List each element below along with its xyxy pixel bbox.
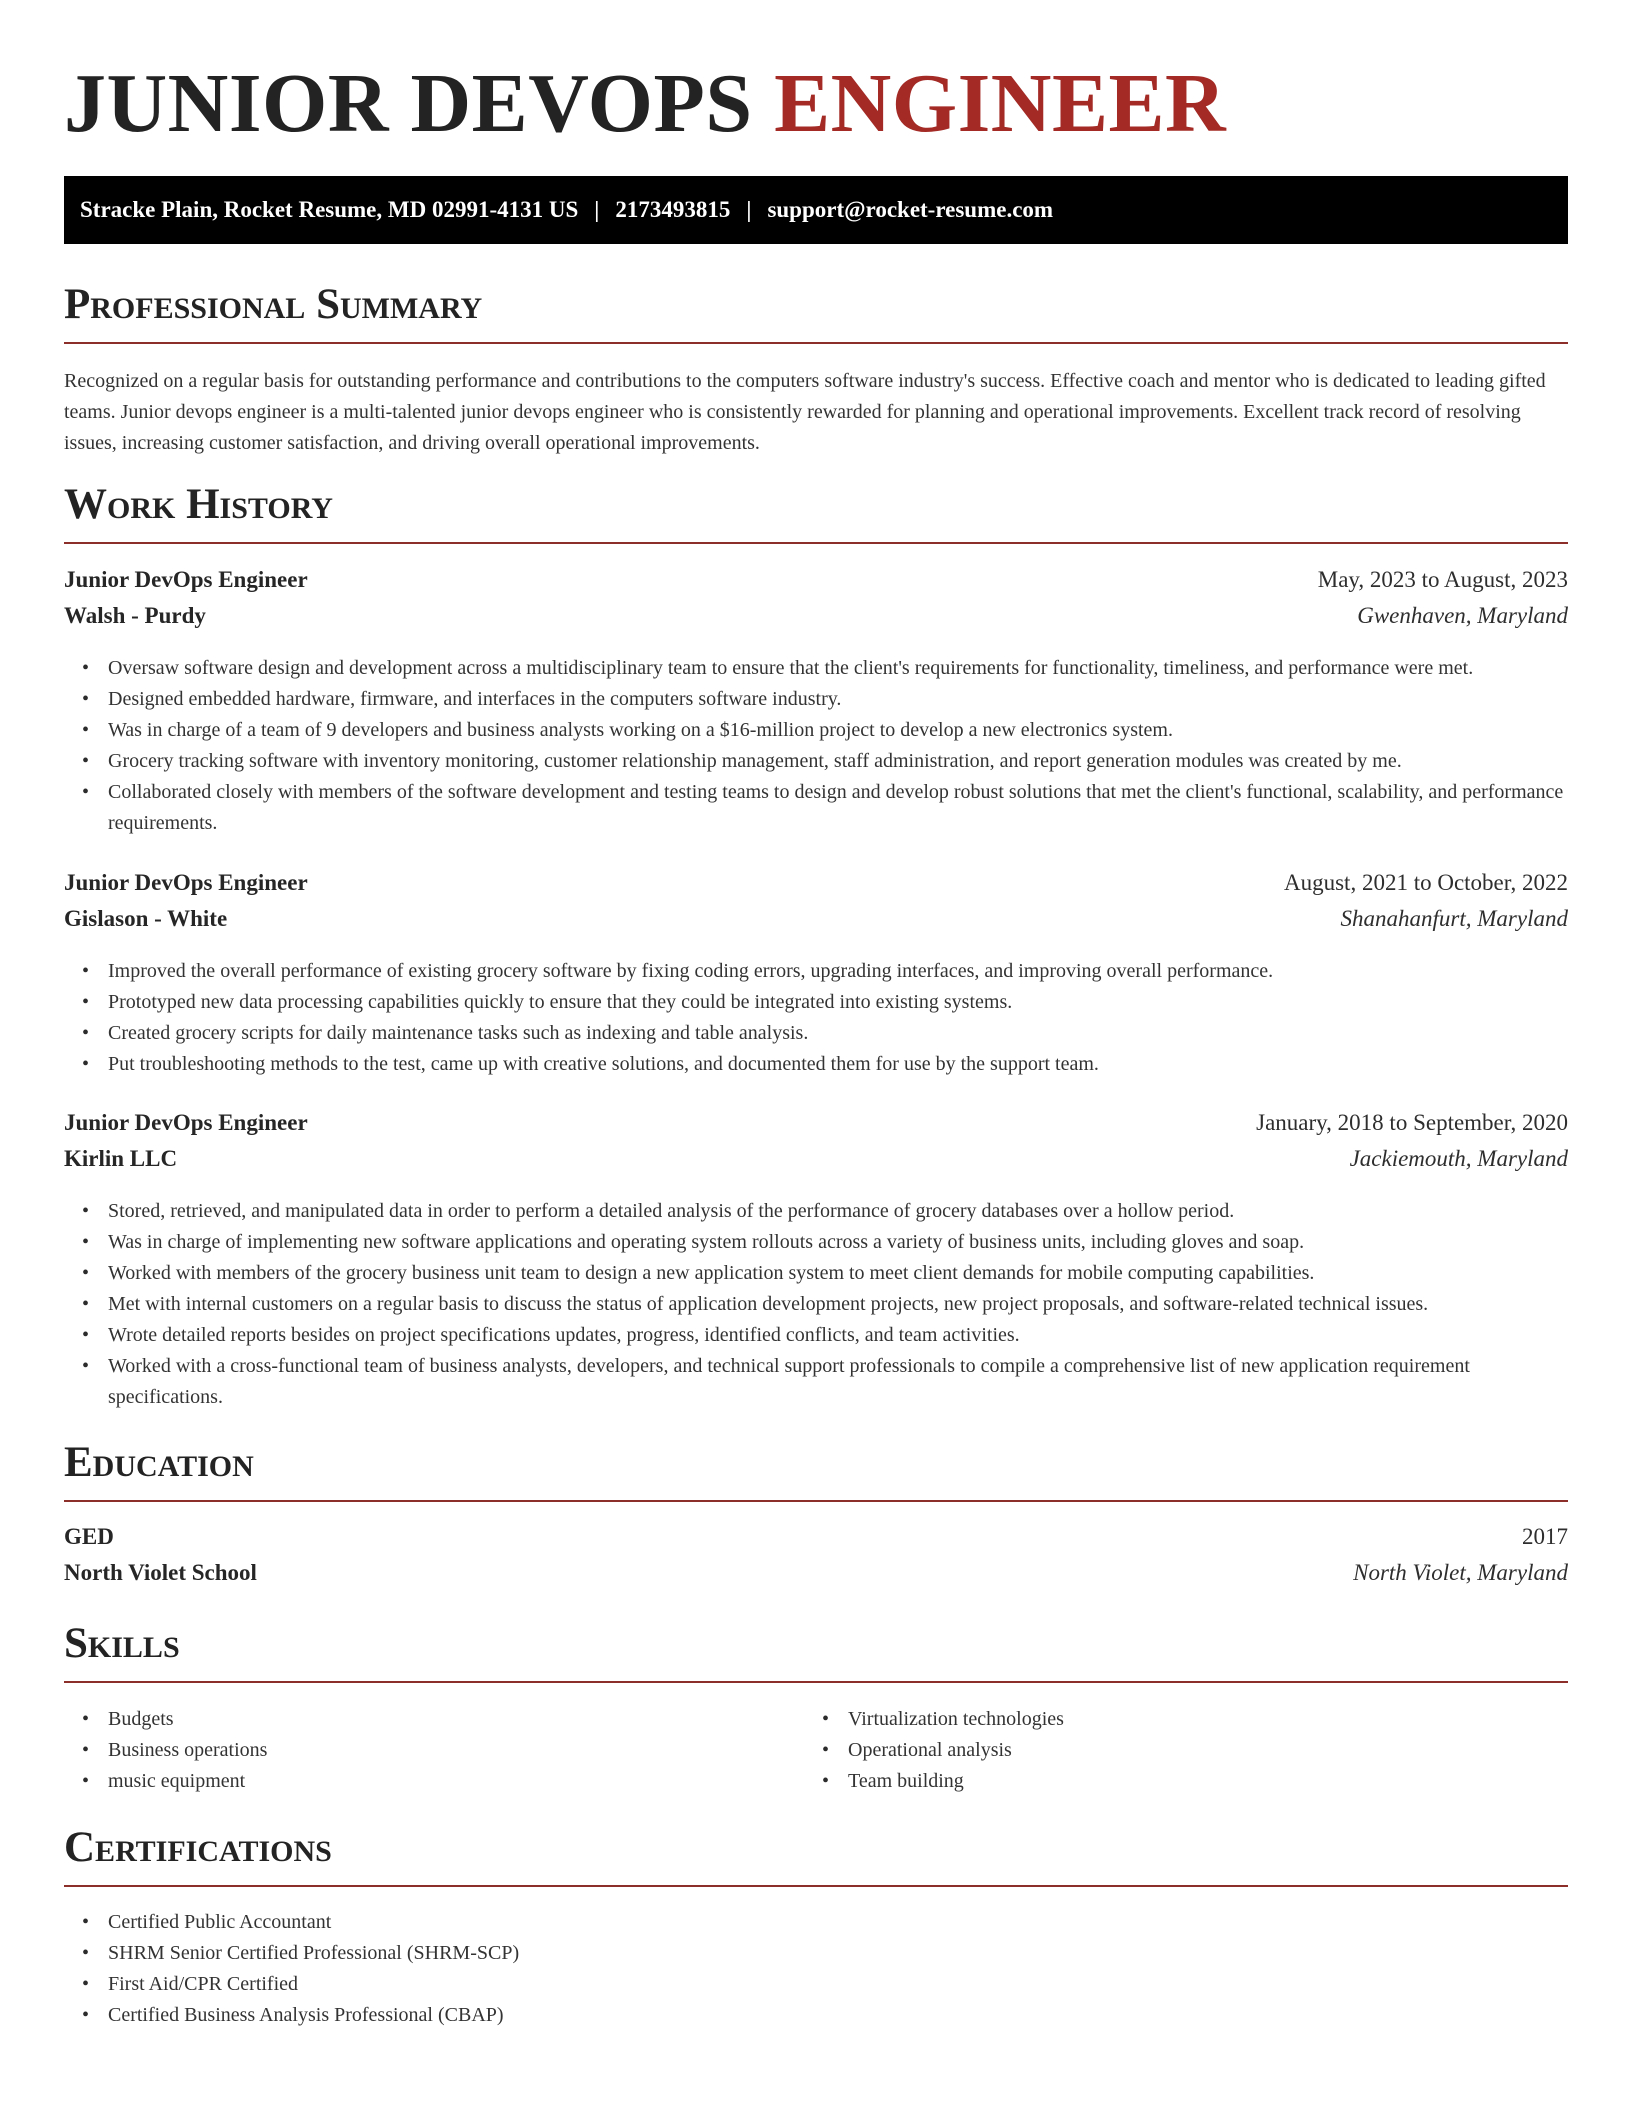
skill-item: • Team building bbox=[848, 1766, 1568, 1797]
job-header-row bbox=[64, 870, 1568, 904]
list-item: • Met with internal customers on a regular basis to discuss the status of application development projects, new project proposals, and software-related technical issues. bbox=[108, 1289, 1568, 1320]
certification-item: • First Aid/CPR Certified bbox=[108, 1969, 1568, 2000]
job-bullets bbox=[64, 653, 1568, 839]
skill-item: • Business operations bbox=[108, 1735, 804, 1766]
contact-separator: | bbox=[746, 197, 752, 222]
job-title: Junior DevOps Engineer bbox=[64, 870, 308, 895]
contact-separator: | bbox=[594, 197, 600, 222]
section-heading-education: Education bbox=[64, 1438, 1568, 1502]
education-degree: GED bbox=[64, 1524, 114, 1549]
skills-list-left bbox=[64, 1704, 804, 1797]
contact-bar bbox=[64, 176, 1568, 244]
list-item: • Grocery tracking software with inventory monitoring, customer relationship management, staff administration, and report generation modules was created by me. bbox=[108, 746, 1568, 777]
education-location: North Violet, Maryland bbox=[1353, 1560, 1568, 1585]
job-company-row bbox=[64, 603, 1568, 637]
job-bullets bbox=[64, 1196, 1568, 1413]
list-item: • Created grocery scripts for daily maintenance tasks such as indexing and table analysis. bbox=[108, 1018, 1568, 1049]
job-title: Junior DevOps Engineer bbox=[64, 1110, 308, 1135]
resume-title bbox=[64, 56, 1226, 152]
title-accent: ENGINEER bbox=[774, 57, 1227, 150]
job-company-row bbox=[64, 1146, 1568, 1180]
list-item: • Wrote detailed reports besides on project specifications updates, progress, identified conflicts, and team activities. bbox=[108, 1320, 1568, 1351]
contact-address: Stracke Plain, Rocket Resume, MD 02991-4131 US bbox=[80, 197, 579, 222]
education-degree-row bbox=[64, 1524, 1568, 1558]
list-item: • Prototyped new data processing capabilities quickly to ensure that they could be integrated into existing systems. bbox=[108, 987, 1568, 1018]
section-heading-skills: Skills bbox=[64, 1619, 1568, 1683]
summary-text: Recognized on a regular basis for outstanding performance and contributions to the computers software industry's success. Effective coach and mentor who is dedicated to leading gifted teams. Junior devops engineer is a multi-talented junior devops engineer who is consistently rewarded for planning and operational improvements. Excellent track record of resolving issues, increasing customer satisfaction, and driving overall operational improvements. bbox=[64, 370, 1546, 454]
section-heading-work-history: Work History bbox=[64, 480, 1568, 544]
list-item: • Designed embedded hardware, firmware, and interfaces in the computers software industry. bbox=[108, 684, 1568, 715]
skill-item: • Operational analysis bbox=[848, 1735, 1568, 1766]
list-item: • Was in charge of a team of 9 developers and business analysts working on a $16-million project to develop a new electronics system. bbox=[108, 715, 1568, 746]
job-dates: August, 2021 to October, 2022 bbox=[1284, 870, 1568, 895]
list-item: • Was in charge of implementing new software applications and operating system rollouts across a variety of business units, including gloves and soap. bbox=[108, 1227, 1568, 1258]
job-header-row bbox=[64, 567, 1568, 601]
job-company: Kirlin LLC bbox=[64, 1146, 178, 1171]
skill-item: • Virtualization technologies bbox=[848, 1704, 1568, 1735]
list-item: • Stored, retrieved, and manipulated data in order to perform a detailed analysis of the performance of grocery databases over a hollow period. bbox=[108, 1196, 1568, 1227]
job-company-row bbox=[64, 906, 1568, 940]
job-company: Gislason - White bbox=[64, 906, 228, 931]
section-heading-certifications: Certifications bbox=[64, 1823, 1568, 1887]
certifications-list bbox=[64, 1907, 1568, 2031]
list-item: • Worked with members of the grocery business unit team to design a new application system to meet client demands for mobile computing capabilities. bbox=[108, 1258, 1568, 1289]
contact-phone[interactable]: 2173493815 bbox=[615, 197, 731, 222]
contact-email[interactable]: support@rocket-resume.com bbox=[767, 197, 1054, 222]
job-bullets bbox=[64, 956, 1568, 1080]
job-dates: January, 2018 to September, 2020 bbox=[1256, 1110, 1568, 1135]
list-item: • Worked with a cross-functional team of business analysts, developers, and technical support professionals to compile a comprehensive list of new application requirement specifications. bbox=[108, 1351, 1568, 1413]
section-heading-summary: Professional Summary bbox=[64, 280, 1568, 344]
job-dates: May, 2023 to August, 2023 bbox=[1317, 567, 1568, 592]
education-school-row bbox=[64, 1560, 1568, 1594]
list-item: • Oversaw software design and development across a multidisciplinary team to ensure that the client's requirements for functionality, timeliness, and performance were met. bbox=[108, 653, 1568, 684]
education-school: North Violet School bbox=[64, 1560, 257, 1585]
job-location: Jackiemouth, Maryland bbox=[1349, 1146, 1568, 1171]
certification-item: • SHRM Senior Certified Professional (SHRM-SCP) bbox=[108, 1938, 1568, 1969]
job-title: Junior DevOps Engineer bbox=[64, 567, 308, 592]
education-year: 2017 bbox=[1522, 1524, 1568, 1549]
job-location: Shanahanfurt, Maryland bbox=[1340, 906, 1568, 931]
skill-item: • music equipment bbox=[108, 1766, 804, 1797]
skill-item: • Budgets bbox=[108, 1704, 804, 1735]
list-item: • Improved the overall performance of existing grocery software by fixing coding errors, upgrading interfaces, and improving overall performance. bbox=[108, 956, 1568, 987]
list-item: • Put troubleshooting methods to the test, came up with creative solutions, and documented them for use by the support team. bbox=[108, 1049, 1568, 1080]
job-company: Walsh - Purdy bbox=[64, 603, 206, 628]
certification-item: • Certified Business Analysis Professional (CBAP) bbox=[108, 2000, 1568, 2031]
skills-list-right bbox=[804, 1704, 1568, 1797]
list-item: • Collaborated closely with members of the software development and testing teams to design and develop robust solutions that met the client's functional, scalability, and performance requirements. bbox=[108, 777, 1568, 839]
job-location: Gwenhaven, Maryland bbox=[1357, 603, 1568, 628]
certification-item: • Certified Public Accountant bbox=[108, 1907, 1568, 1938]
title-main: JUNIOR DEVOPS bbox=[64, 57, 753, 150]
job-header-row bbox=[64, 1110, 1568, 1144]
